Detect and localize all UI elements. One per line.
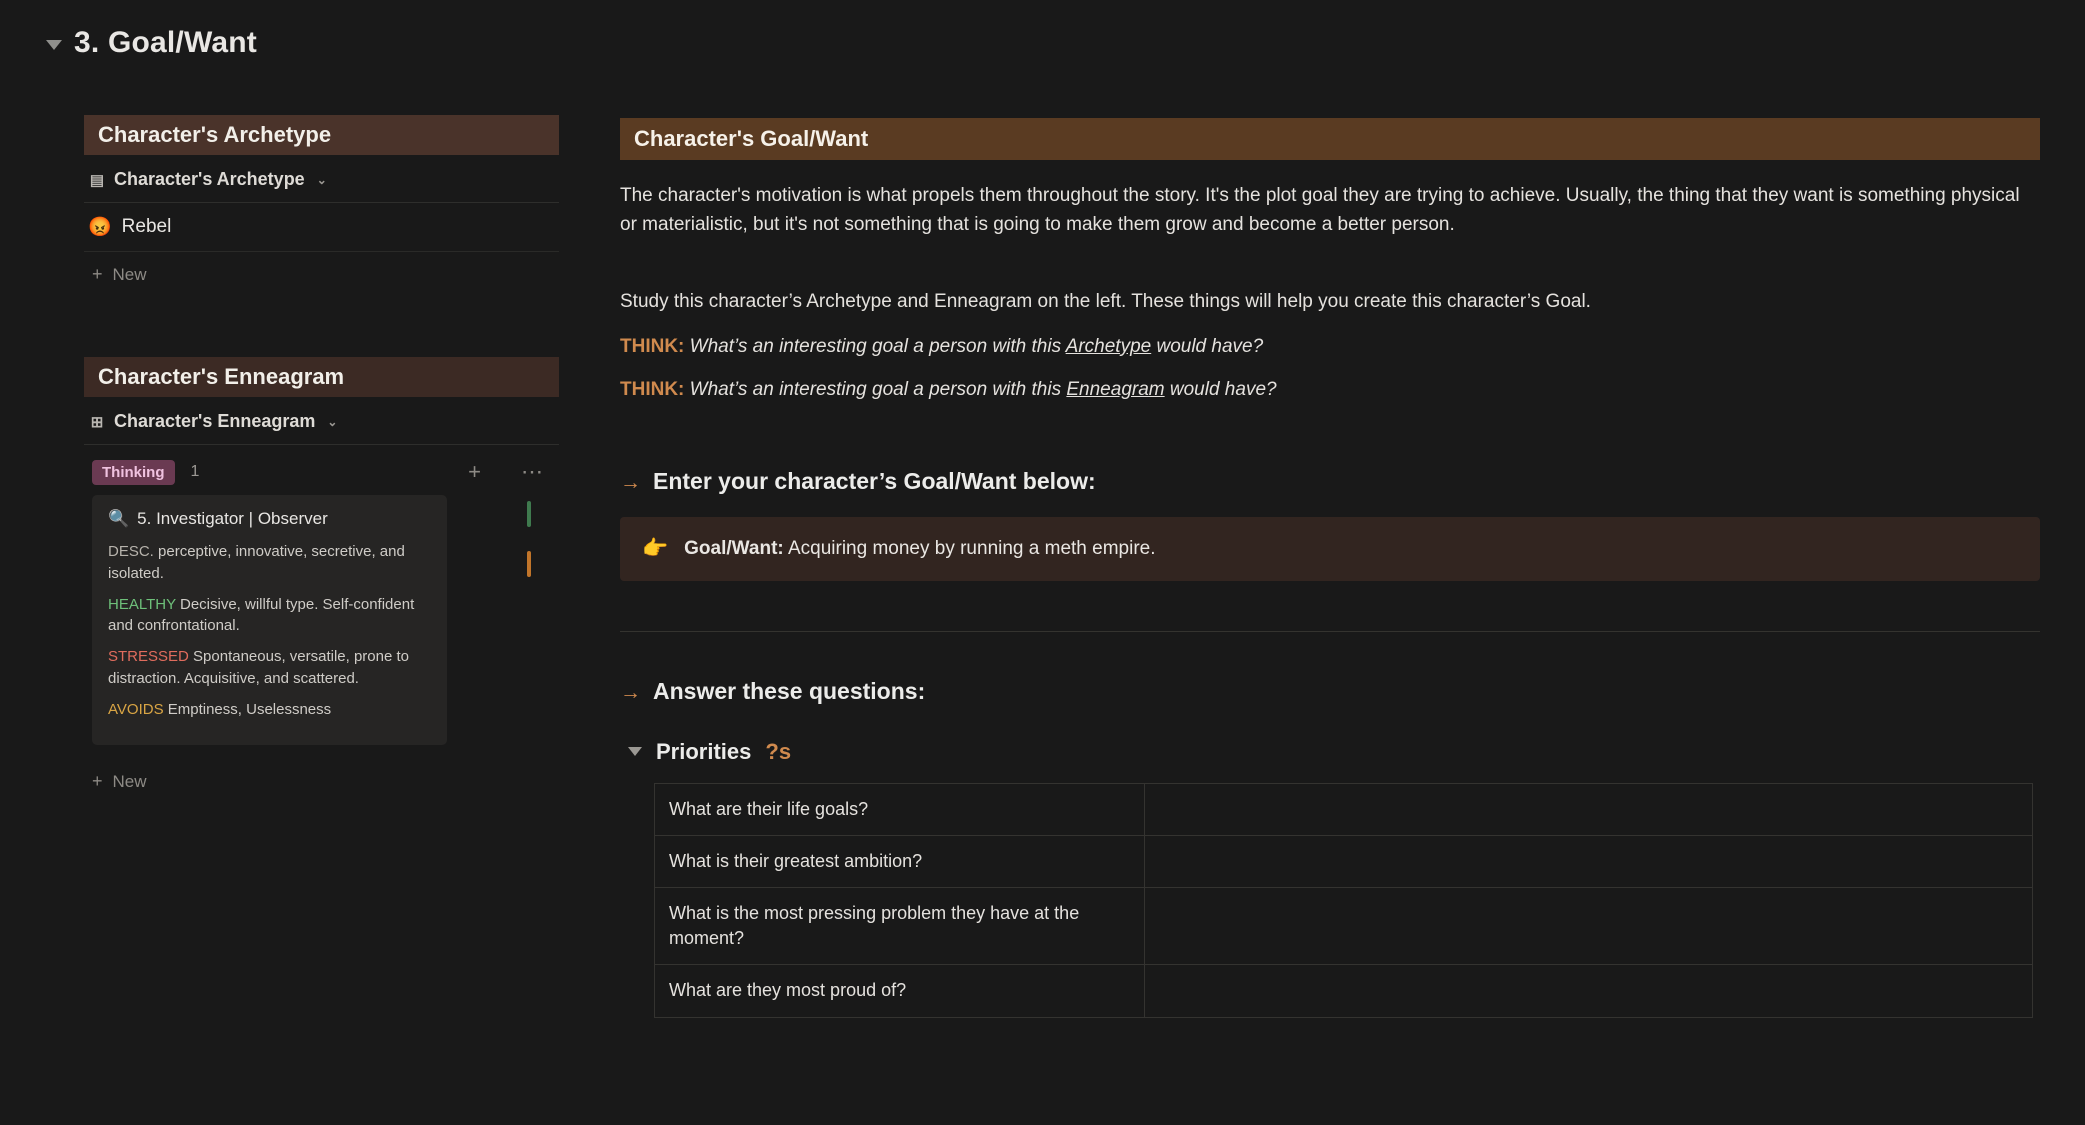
card-title: 5. Investigator | Observer bbox=[137, 509, 328, 528]
chevron-down-icon[interactable]: ⌄ bbox=[316, 172, 327, 187]
enter-goal-heading-text: Enter your character’s Goal/Want below: bbox=[653, 467, 1096, 494]
question-cell: What are their life goals? bbox=[655, 783, 1145, 835]
archetype-db-toggle[interactable] bbox=[84, 155, 559, 203]
group-count: 1 bbox=[190, 463, 200, 480]
archetype-banner: Character's Archetype bbox=[84, 115, 559, 155]
enneagram-db-toggle[interactable] bbox=[84, 397, 559, 445]
column-strip-orange bbox=[527, 551, 531, 577]
archetype-db-label: Character's Archetype bbox=[114, 169, 305, 189]
list-item-label: Rebel bbox=[121, 216, 172, 237]
list-view-icon: ▤ bbox=[89, 171, 105, 189]
answer-cell[interactable] bbox=[1145, 888, 2033, 965]
priorities-suffix: ?s bbox=[765, 738, 792, 764]
desc-text: perceptive, innovative, secretive, and isolated. bbox=[108, 543, 405, 582]
goal-callout[interactable] bbox=[620, 517, 2040, 581]
think-text-post: would have? bbox=[1151, 335, 1264, 357]
card-desc-line bbox=[108, 541, 431, 585]
enneagram-card[interactable] bbox=[92, 495, 447, 745]
arrow-right-icon: → bbox=[620, 680, 641, 704]
enneagram-board bbox=[84, 449, 559, 802]
question-cell: What are they most proud of? bbox=[655, 965, 1145, 1017]
healthy-label: HEALTHY bbox=[108, 595, 176, 613]
enneagram-db-label: Character's Enneagram bbox=[114, 411, 316, 431]
archetype-link[interactable]: Archetype bbox=[1065, 335, 1152, 357]
goal-paragraph-1: The character's motivation is what propels them throughout the story. It's the plot goal they are trying to achieve. Usually, the thing that they want is something physical or materialistic, but it's not something that is going to make them grow and become a better person. bbox=[620, 185, 2020, 235]
adjacent-column-strips bbox=[527, 501, 531, 601]
magnifier-icon: 🔍 bbox=[108, 509, 130, 528]
table-row[interactable] bbox=[655, 965, 2033, 1017]
table-row[interactable] bbox=[655, 888, 2033, 965]
think-label: THINK: bbox=[620, 335, 685, 357]
right-column bbox=[620, 118, 2040, 1018]
think-label: THINK: bbox=[620, 379, 685, 401]
status-badge[interactable]: Thinking bbox=[92, 460, 175, 485]
left-column bbox=[84, 115, 559, 802]
page-title: 3. Goal/Want bbox=[74, 26, 257, 59]
answer-cell[interactable] bbox=[1145, 965, 2033, 1017]
think-line-archetype bbox=[620, 333, 2040, 361]
think-text-post: would have? bbox=[1164, 379, 1277, 401]
desc-label: DESC. bbox=[108, 543, 154, 560]
think-text-pre: What’s an interesting goal a person with this bbox=[689, 335, 1066, 357]
question-cell: What is the most pressing problem they have at the moment? bbox=[655, 888, 1145, 965]
triangle-down-icon[interactable] bbox=[46, 40, 62, 50]
spacer bbox=[84, 295, 559, 357]
think-text-pre: What’s an interesting goal a person with this bbox=[689, 379, 1067, 401]
card-healthy-line bbox=[108, 594, 431, 638]
priorities-toggle[interactable] bbox=[620, 739, 2040, 765]
question-cell: What is their greatest ambition? bbox=[655, 835, 1145, 887]
avoids-label: AVOIDS bbox=[108, 700, 164, 718]
pointing-hand-icon: 👉 bbox=[642, 536, 669, 560]
answer-questions-heading-text: Answer these questions: bbox=[653, 677, 926, 704]
archetype-new-row[interactable] bbox=[84, 252, 559, 295]
goal-paragraph-2: Study this character’s Archetype and Enneagram on the left. These things will help you create this character’s Goal. bbox=[620, 290, 1591, 312]
goal-banner: Character's Goal/Want bbox=[620, 118, 2040, 160]
page-title-row bbox=[46, 26, 257, 60]
chevron-down-icon[interactable]: ⌄ bbox=[327, 414, 338, 429]
enneagram-new-row[interactable] bbox=[84, 759, 559, 802]
divider bbox=[620, 631, 2040, 632]
priorities-title: Priorities bbox=[656, 738, 752, 764]
goal-callout-value[interactable]: Acquiring money by running a meth empire. bbox=[787, 537, 1156, 559]
card-avoids-line bbox=[108, 699, 431, 721]
priorities-table bbox=[654, 783, 2033, 1018]
enneagram-new-label: New bbox=[112, 771, 147, 791]
ellipsis-icon[interactable]: ⋯ bbox=[521, 459, 543, 484]
goal-callout-label: Goal/Want: bbox=[684, 537, 784, 559]
plus-icon: + bbox=[92, 771, 103, 792]
rebel-emoji-icon: 😡 bbox=[88, 217, 112, 238]
enneagram-link[interactable]: Enneagram bbox=[1066, 379, 1165, 401]
table-row[interactable] bbox=[655, 783, 2033, 835]
answer-questions-heading bbox=[620, 678, 2040, 705]
column-strip-green bbox=[527, 501, 531, 527]
triangle-down-icon[interactable] bbox=[628, 747, 642, 756]
avoids-text: Emptiness, Uselessness bbox=[167, 700, 332, 718]
stressed-text: Spontaneous, versatile, prone to distraction. Acquisitive, and scattered. bbox=[108, 648, 410, 687]
card-title-row bbox=[108, 509, 431, 529]
list-item[interactable] bbox=[84, 203, 559, 252]
card-stressed-line bbox=[108, 646, 431, 690]
answer-cell[interactable] bbox=[1145, 835, 2033, 887]
think-line-enneagram bbox=[620, 376, 2040, 404]
plus-icon[interactable]: + bbox=[468, 459, 481, 484]
healthy-text: Decisive, willful type. Self-confident and confrontational. bbox=[108, 595, 415, 635]
arrow-right-icon: → bbox=[620, 470, 641, 494]
enter-goal-heading bbox=[620, 468, 2040, 495]
enneagram-banner: Character's Enneagram bbox=[84, 357, 559, 397]
board-group-header bbox=[84, 449, 559, 495]
stressed-label: STRESSED bbox=[108, 648, 189, 665]
plus-icon: + bbox=[92, 264, 103, 284]
table-row[interactable] bbox=[655, 835, 2033, 887]
archetype-new-label: New bbox=[112, 264, 147, 284]
board-view-icon: ⊞ bbox=[90, 413, 104, 431]
answer-cell[interactable] bbox=[1145, 783, 2033, 835]
